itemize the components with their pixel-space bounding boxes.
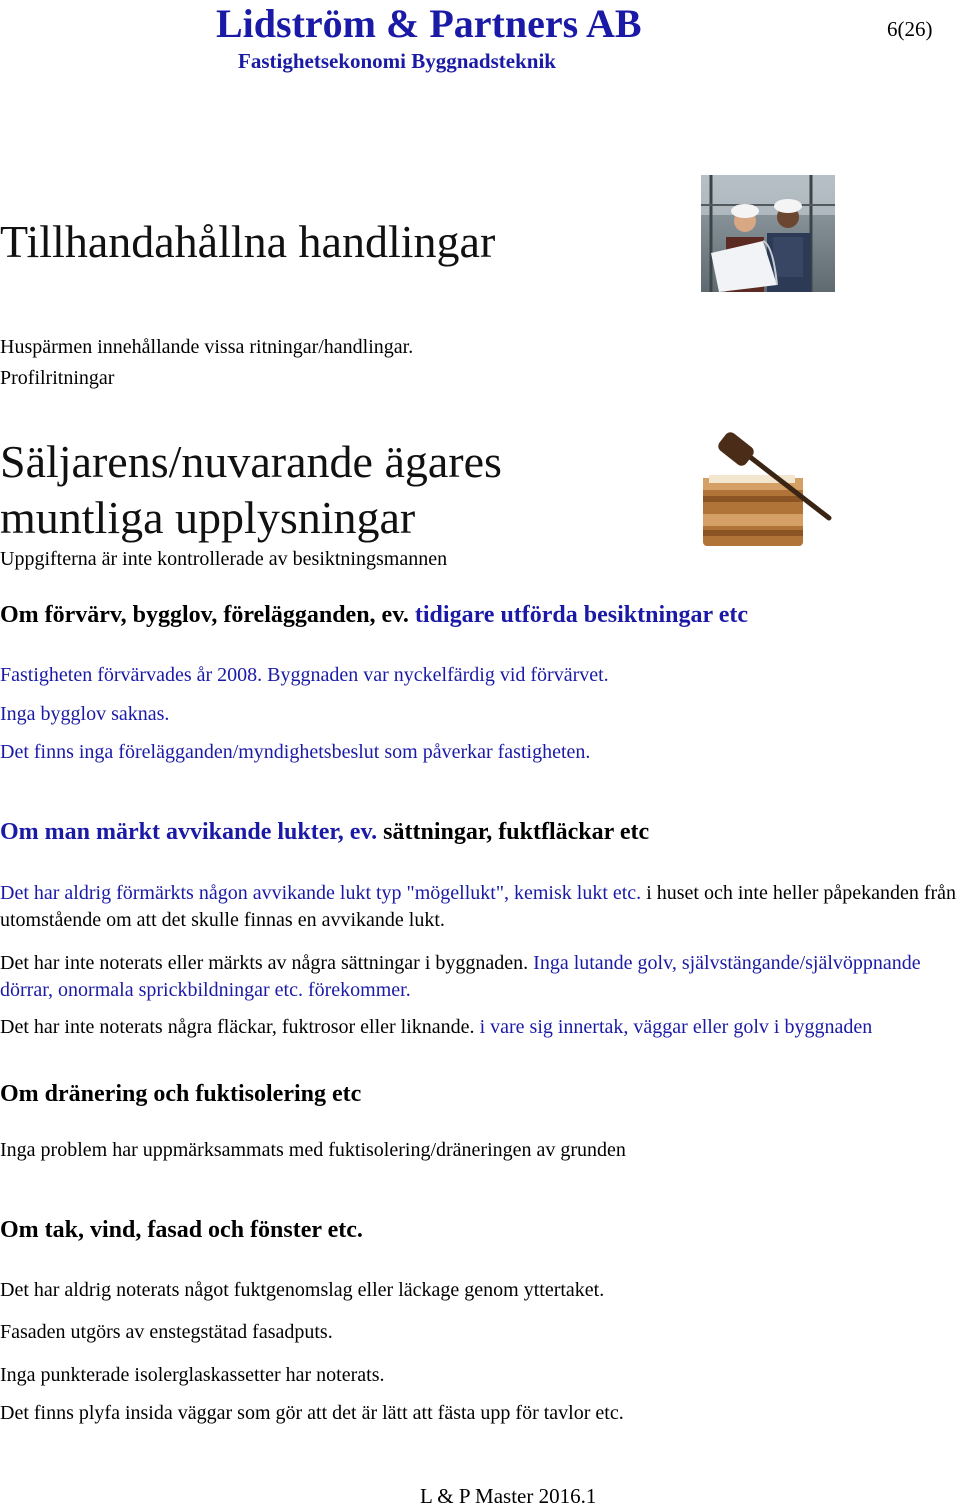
roof-answer-3: Inga punkterade isolerglaskassetter har noterats.	[0, 1364, 385, 1386]
document-line-2: Profilritningar	[0, 367, 115, 389]
company-subtitle: Fastighetsekonomi Byggnadsteknik	[238, 49, 556, 73]
gavel-books-photo	[701, 430, 835, 548]
question-odors-heading-part1: Om man märkt avvikande lukter, ev.	[0, 819, 378, 845]
section-title-documents: Tillhandahållna handlingar	[0, 216, 496, 267]
section-title-seller-info	[0, 434, 502, 546]
odors-paragraph-1-part2: i huset och inte heller påpekanden från utomstående om att det skulle finnas en avvikande lukt.	[0, 882, 957, 931]
question-odors-heading	[0, 819, 649, 846]
odors-paragraph-2-part2: Inga lutande golv, självstängande/självöppnande dörrar, onormala sprickbildningar etc. förekommer.	[0, 952, 921, 1001]
acquisition-answer-3: Det finns inga förelägganden/myndighetsbeslut som påverkar fastigheten.	[0, 741, 591, 763]
acquisition-answer-1: Fastigheten förvärvades år 2008. Byggnaden var nyckelfärdig vid förvärvet.	[0, 664, 609, 686]
engineers-blueprint-photo	[701, 175, 835, 292]
odors-paragraph-3-part1: Det har inte noterats några fläckar, fuktrosor eller liknande.	[0, 1016, 475, 1038]
question-acquisition-heading-part2: tidigare utförda besiktningar etc	[408, 602, 748, 628]
drainage-answer: Inga problem har uppmärksammats med fuktisolering/dräneringen av grunden	[0, 1139, 626, 1161]
seller-note: Uppgifterna är inte kontrollerade av besiktningsmannen	[0, 548, 448, 570]
odors-paragraph-2-part1: Det har inte noterats eller märkts av några sättningar i byggnaden.	[0, 952, 529, 974]
roof-answer-2: Fasaden utgörs av enstegstätad fasadputs.	[0, 1321, 333, 1343]
page-number: 6(26)	[887, 17, 933, 41]
question-acquisition-heading	[0, 602, 748, 629]
question-odors-heading-part2: sättningar, fuktfläckar etc	[377, 819, 650, 845]
odors-paragraph-3	[0, 1014, 958, 1041]
question-acquisition-heading-part1: Om förvärv, bygglov, förelägganden, ev.	[0, 602, 409, 628]
odors-paragraph-2	[0, 950, 958, 1004]
seller-title-line-2: muntliga upplysningar	[0, 492, 416, 543]
question-drainage-heading: Om dränering och fuktisolering etc	[0, 1081, 362, 1107]
company-name: Lidström & Partners AB	[216, 1, 642, 46]
footer-version: L & P Master 2016.1	[420, 1484, 597, 1508]
odors-paragraph-1-part1: Det har aldrig förmärkts någon avvikande lukt typ "mögellukt", kemisk lukt etc.	[0, 882, 642, 904]
question-roof-heading: Om tak, vind, fasad och fönster etc.	[0, 1217, 363, 1243]
roof-answer-4: Det finns plyfa insida väggar som gör att det är lätt att fästa upp för tavlor etc.	[0, 1402, 624, 1424]
document-line-1: Huspärmen innehållande vissa ritningar/handlingar.	[0, 336, 414, 358]
roof-answer-1: Det har aldrig noterats något fuktgenomslag eller läckage genom yttertaket.	[0, 1279, 605, 1301]
seller-title-line-1: Säljarens/nuvarande ägares	[0, 436, 502, 487]
odors-paragraph-3-part2: i vare sig innertak, väggar eller golv i byggnaden	[474, 1016, 873, 1038]
acquisition-answer-2: Inga bygglov saknas.	[0, 703, 170, 725]
odors-paragraph-1	[0, 880, 958, 934]
